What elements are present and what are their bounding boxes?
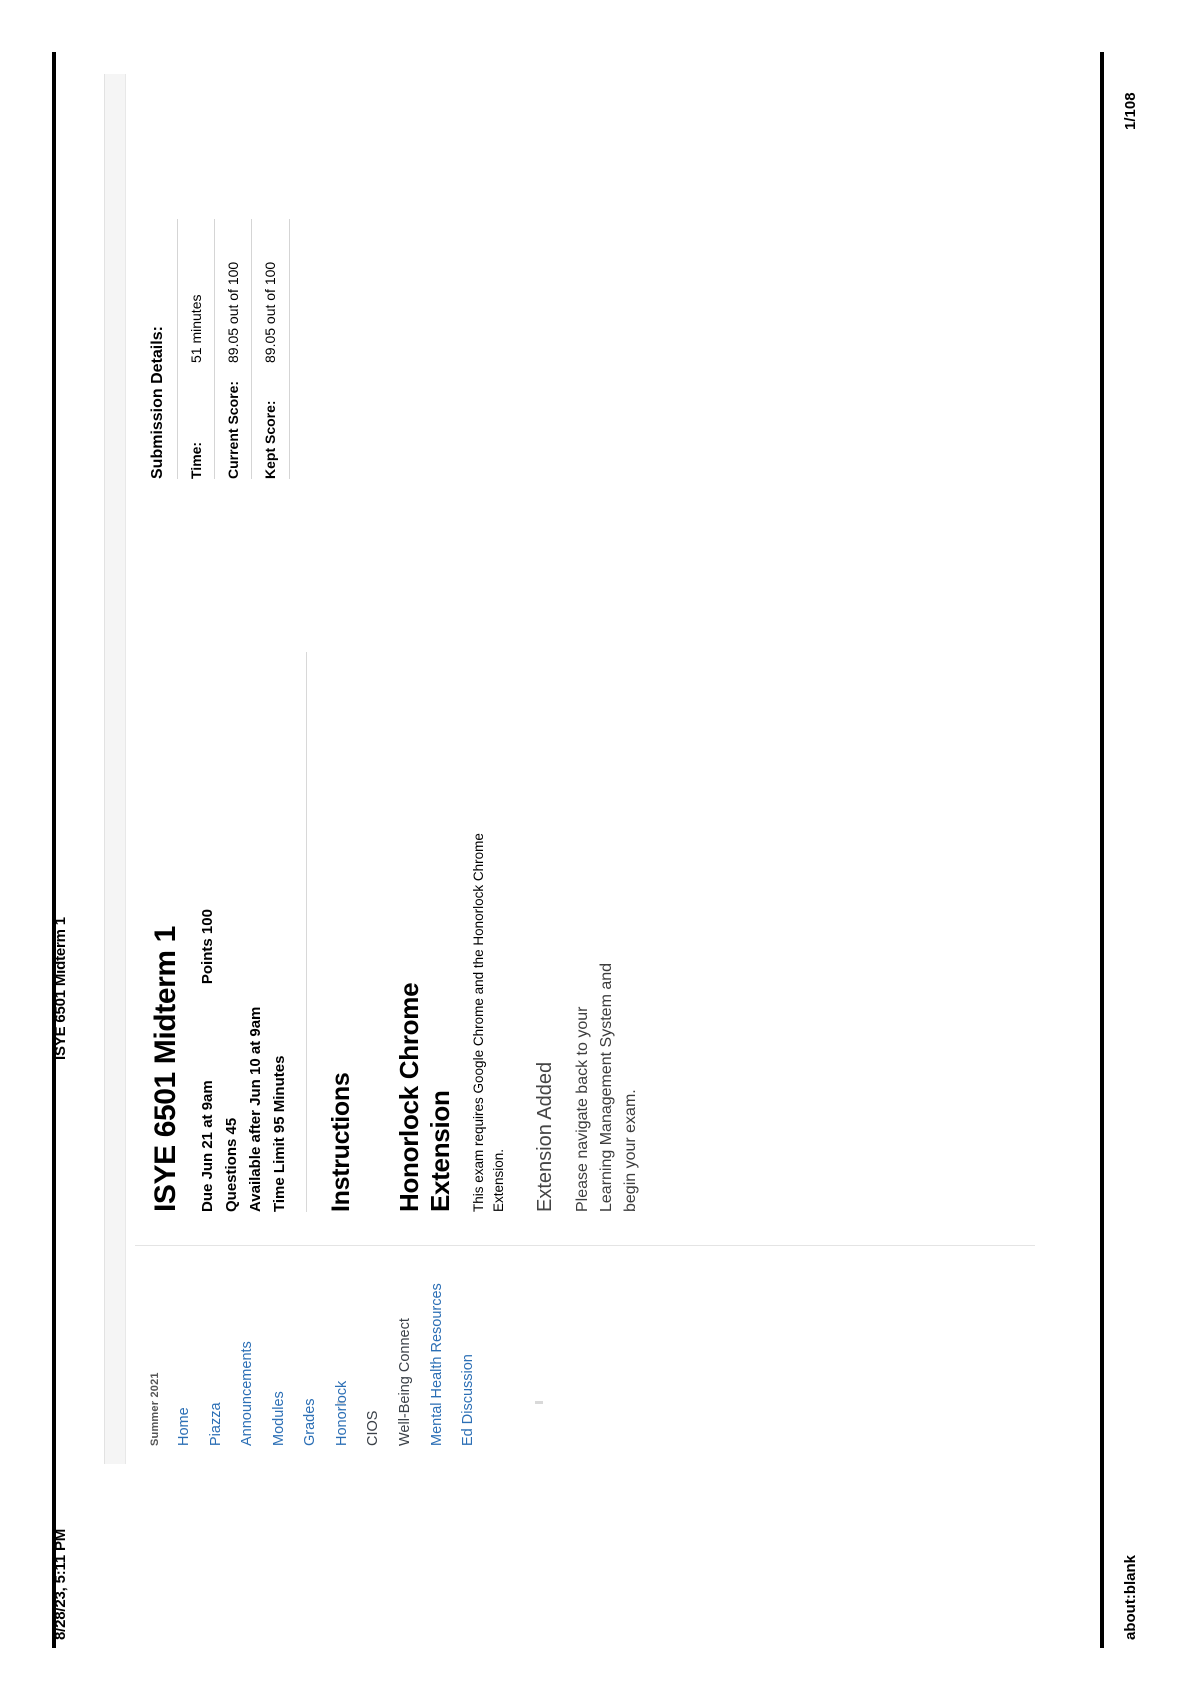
current-score-value: 89.05 out of 100: [225, 261, 242, 363]
submission-time-label: Time:: [188, 441, 204, 479]
sidebar-item-announcements[interactable]: Announcements: [239, 1341, 256, 1446]
divider: [306, 652, 307, 1212]
sidebar-item-home[interactable]: Home: [176, 1407, 192, 1446]
table-row: [215, 219, 252, 479]
quiz-due-date: Due Jun 21 at 9am: [199, 1080, 216, 1212]
current-score-label: Current Score:: [225, 380, 242, 479]
extension-instruction-text: Please navigate back to your Learning Management System and begin your exam.: [574, 962, 640, 1212]
kept-score-label: Kept Score:: [262, 400, 279, 479]
sidebar-item-grades[interactable]: Grades: [302, 1398, 319, 1446]
sidebar-item-modules[interactable]: Modules: [270, 1391, 287, 1446]
lms-topbar: [105, 74, 126, 1464]
submission-details-table: [177, 219, 290, 479]
extension-added-label: Extension Added: [534, 1061, 557, 1212]
sidebar-item-mental-health-resources[interactable]: Mental Health Resources: [428, 1283, 445, 1446]
honorlock-extension-heading: Honorlock Chrome Extension: [394, 982, 455, 1212]
course-navigation: [149, 1270, 491, 1446]
table-row: [178, 219, 215, 479]
nav-divider: [135, 1245, 1035, 1246]
submission-time-value: 51 minutes: [188, 294, 204, 363]
sidebar-item-honorlock[interactable]: Honorlock: [333, 1380, 350, 1446]
honorlock-requirement-text: This exam requires Google Chrome and the Honorlock Chrome Extension.: [471, 833, 506, 1212]
submission-details-title: Submission Details:: [149, 326, 166, 479]
quiz-due-line: [199, 572, 216, 1212]
instructions-heading: Instructions: [327, 1072, 355, 1212]
sidebar-item-cios[interactable]: CIOS: [365, 1410, 382, 1446]
kept-score-value: 89.05 out of 100: [262, 261, 279, 363]
print-header-title: ISYE 6501 Midterm 1: [52, 917, 69, 1060]
sidebar-item-ed-discussion[interactable]: Ed Discussion: [460, 1354, 477, 1446]
quiz-time-limit: Time Limit 95 Minutes: [271, 1055, 288, 1212]
print-header-date: 8/28/23, 5:11 PM: [52, 1528, 69, 1640]
sidebar-item-well-being-connect[interactable]: Well-Being Connect: [396, 1318, 413, 1446]
print-footer-page: 1/108: [1122, 92, 1139, 130]
lms-page: [104, 74, 1085, 1464]
sidebar-item-piazza[interactable]: Piazza: [207, 1402, 224, 1446]
page-title: ISYE 6501 Midterm 1: [149, 926, 182, 1212]
print-artifact: [535, 1401, 543, 1404]
course-term-label: Summer 2021: [149, 1372, 161, 1446]
print-footer-url: about:blank: [1122, 1555, 1139, 1640]
quiz-points: Points 100: [199, 909, 216, 985]
quiz-content: [149, 572, 643, 1212]
quiz-questions: Questions 45: [223, 1117, 240, 1212]
quiz-available: Available after Jun 10 at 9am: [247, 1006, 264, 1212]
table-row: [252, 219, 289, 479]
submission-details-panel: [149, 189, 290, 479]
